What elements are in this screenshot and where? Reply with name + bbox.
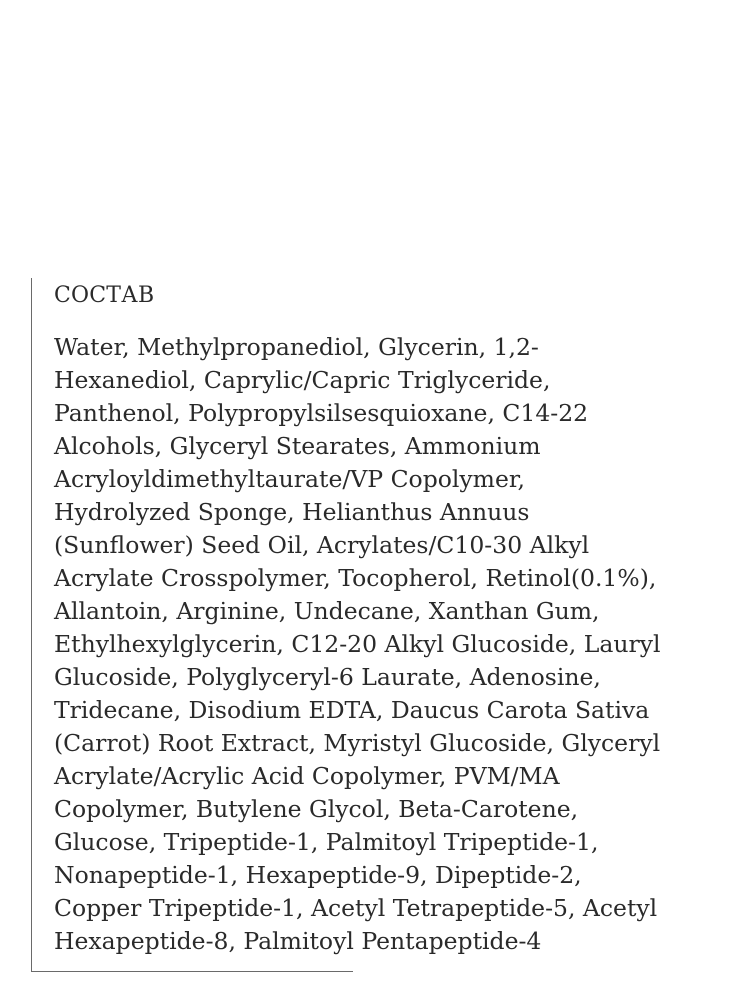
ingredients-line: Hydrolyzed Sponge, Helianthus Annuus xyxy=(54,498,530,526)
ingredients-line: Hexanediol, Caprylic/Capric Triglyceride, xyxy=(54,366,551,394)
ingredients-line: Ethylhexylglycerin, C12-20 Alkyl Glucoside, Lauryl xyxy=(54,630,661,658)
ingredients-line: Panthenol, Polypropylsilsesquioxane, C14-22 xyxy=(54,399,589,427)
ingredients-line: Copper Tripeptide-1, Acetyl Tetrapeptide-5, Acetyl xyxy=(54,894,658,922)
ingredients-line: Acrylate/Acrylic Acid Copolymer, PVM/MA xyxy=(54,762,560,790)
ingredients-line: Alcohols, Glyceryl Stearates, Ammonium xyxy=(54,432,541,460)
ingredients-line: Water, Methylpropanediol, Glycerin, 1,2- xyxy=(54,333,539,361)
section-heading: СОСТАВ xyxy=(54,283,155,308)
ingredients-line: Acryloyldimethyltaurate/VP Copolymer, xyxy=(54,465,525,493)
ingredients-line: Tridecane, Disodium EDTA, Daucus Carota Sativa xyxy=(54,696,650,724)
ingredients-line: Glucoside, Polyglyceryl-6 Laurate, Adenosine, xyxy=(54,663,601,691)
ingredients-list xyxy=(54,331,744,958)
ingredients-section xyxy=(54,281,744,958)
ingredients-line: Copolymer, Butylene Glycol, Beta-Carotene, xyxy=(54,795,579,823)
ingredients-line: Allantoin, Arginine, Undecane, Xanthan Gum, xyxy=(54,597,600,625)
ingredients-line: Glucose, Tripeptide-1, Palmitoyl Tripeptide-1, xyxy=(54,828,599,856)
ingredients-line: Hexapeptide-8, Palmitoyl Pentapeptide-4 xyxy=(54,927,542,955)
ingredients-line: Acrylate Crosspolymer, Tocopherol, Retinol(0.1%), xyxy=(54,564,657,592)
ingredients-line: Nonapeptide-1, Hexapeptide-9, Dipeptide-2, xyxy=(54,861,582,889)
ingredients-line: (Sunflower) Seed Oil, Acrylates/C10-30 Alkyl xyxy=(54,531,590,559)
ingredients-line: (Carrot) Root Extract, Myristyl Glucoside, Glyceryl xyxy=(54,729,661,757)
